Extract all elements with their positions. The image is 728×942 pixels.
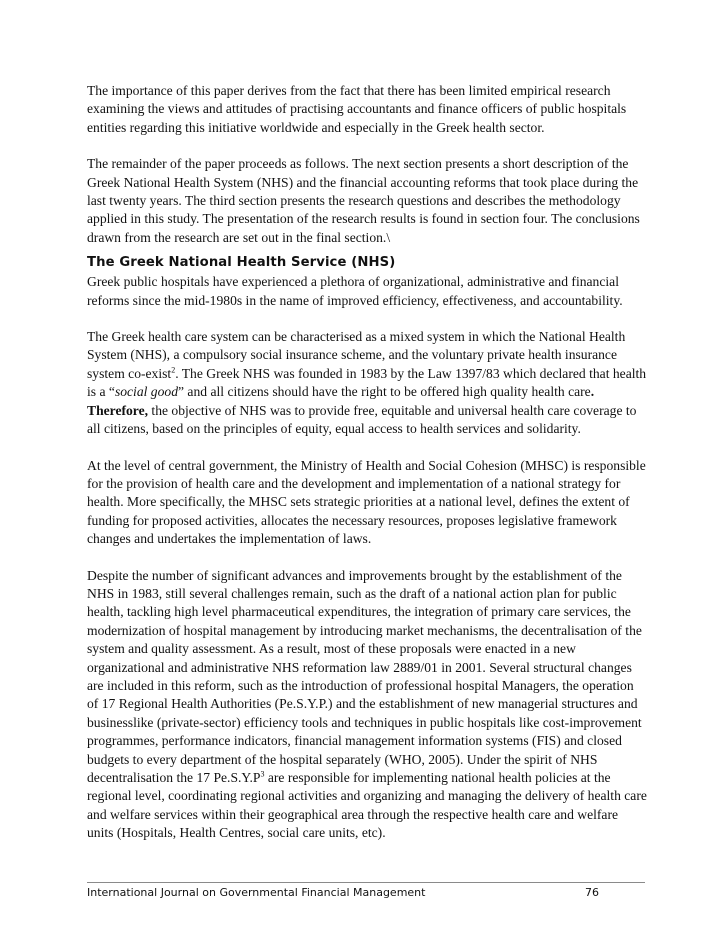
paragraph-importance: The importance of this paper derives from the fact that there has been limited empirical research examining the views and attitudes of practising accountants and finance officers of public hospitals entities regarding this initiative worldwide and especially in the Greek health sector. [87,83,627,135]
paragraph-remainder: The remainder of the paper proceeds as follows. The next section presents a short description of the Greek National Health System (NHS) and the financial accounting reforms that took place during the last twenty years. The third section presents the research questions and describes the methodology applied in this study. The presentation of the research results is found in section four. The conclusions drawn from the research are set out in the final section.\ [87,156,640,245]
footnote-marker: 2 [171,365,176,375]
text-span: . The Greek NHS was founded in 1983 by the Law 1397/83 which declared that health is a “ [87,365,647,400]
text-span: are responsible for implementing national health policies at the regional level, coordinating regional activities and organizing and managing the delivery of health care and welfare services within their geographical area through the respective health care and welfare units (Hospitals, Health Centres, social care units, etc). [87,770,647,841]
journal-name: International Journal on Governmental Financial Management [87,886,426,899]
section-heading: The Greek National Health Service (NHS) [87,255,396,271]
text-span: ” and all citizens should have the right to be offered high quality health care [178,384,591,400]
text-span: the objective of NHS was to provide free, equitable and universal health care coverage to all citizens, based on the principles of equity, equal access to health services and solidarity. [87,402,637,437]
paragraph-mixed-system [87,328,647,438]
document-page [87,82,647,843]
footnote-marker: 3 [260,769,265,779]
bold-text: . Therefore, [87,384,595,418]
paragraph-challenges [87,567,647,843]
page-number: 76 [585,886,599,899]
paragraph-central-government: At the level of central government, the Ministry of Health and Social Cohesion (MHSC) is responsible for the provision of health care and the development and implementation of a national strategy for health. More specifically, the MHSC sets strategic priorities at a national level, defines the extent of funding for proposed activities, allocates the necessary resources, proposes legislative framework changes and undertakes the implementation of laws. [87,457,646,547]
paragraph-reforms: Greek public hospitals have experienced a plethora of organizational, administrative and financial reforms since the mid-1980s in the name of improved efficiency, effectiveness, and accountability. [87,274,623,308]
text-span: The Greek health care system can be characterised as a mixed system in which the National Health System (NHS), a compulsory social insurance scheme, and the voluntary private health insurance system co-exist [87,329,626,381]
italic-text: social good [114,384,178,400]
page-footer [87,882,645,899]
text-span: Despite the number of significant advances and improvements brought by the establishment of the NHS in 1983, still several challenges remain, such as the draft of a national action plan for public health, tackling high level pharmaceutical expenditures, the integration of primary care services, the modernization of hospital management by introducing market mechanisms, the decentralisation of the system and quality assessment. As a result, most of these proposals were enacted in a new organizational and administrative NHS reformation law 2889/01 in 2001. Several structural changes are included in this reform, such as the introduction of professional hospital Managers, the operation of 17 Regional Health Authorities (Pe.S.Y.P.) and the establishment of new managerial structures and businesslike (private-sector) efficiency tools and techniques in public hospitals like cost-improvement programmes, performance indicators, financial management information systems (FIS) and closed budgets to every department of the hospital separately (WHO, 2005). Under the spirit of NHS decentralisation the 17 Pe.S.Y.P [87,567,642,785]
